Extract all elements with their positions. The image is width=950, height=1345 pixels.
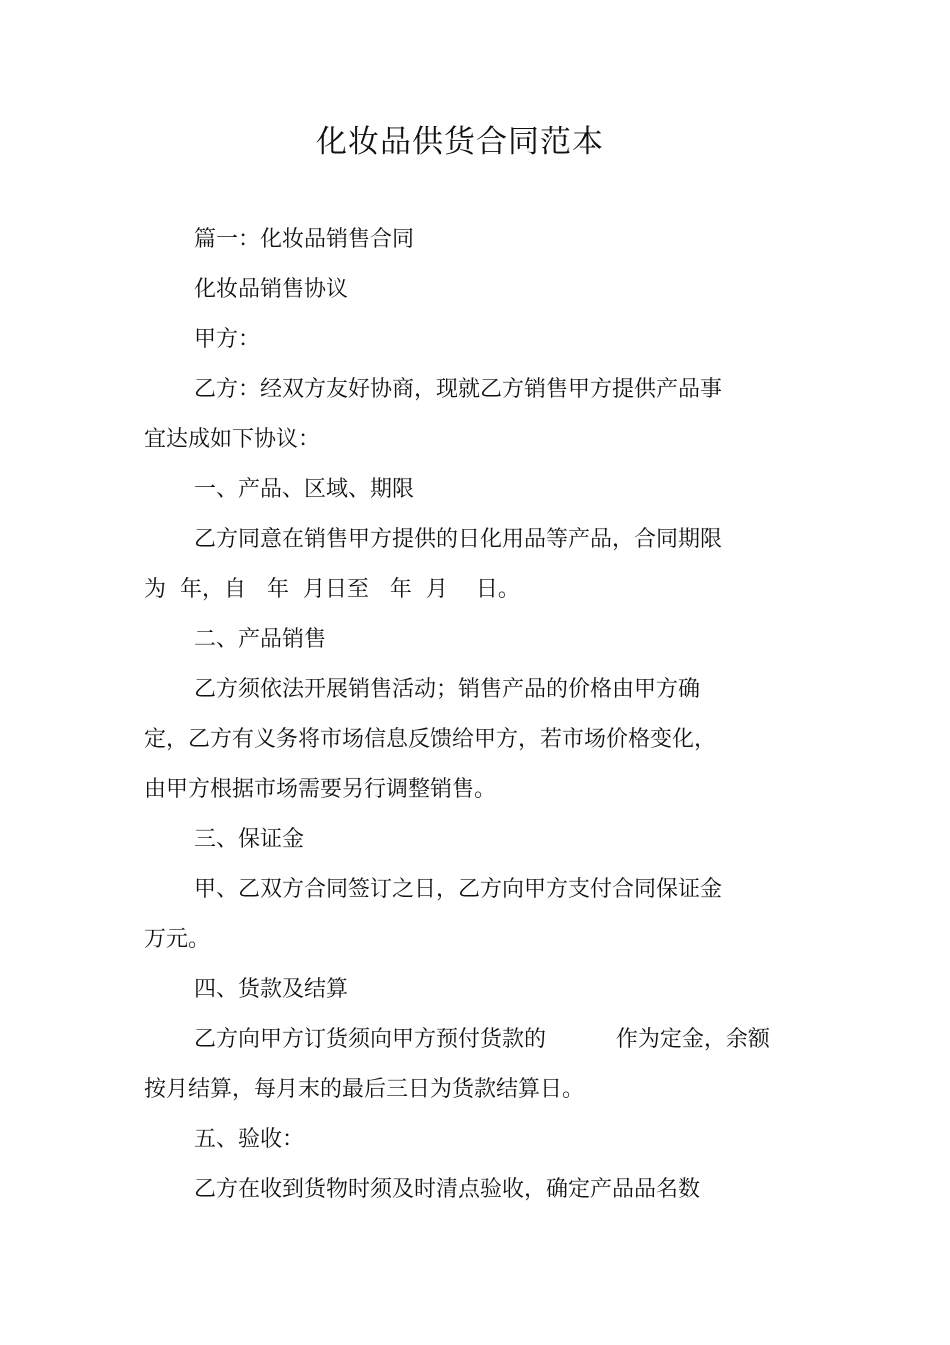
section-heading-3: 三、保证金 (194, 827, 305, 852)
section-heading-5: 五、验收： (194, 1127, 305, 1152)
paragraph-line: 按月结算，每月末的最后三日为货款结算日。 (144, 1077, 585, 1102)
paragraph-line: 宜达成如下协议： (144, 427, 321, 452)
party-a-line: 甲方： (194, 327, 261, 352)
paragraph-line: 乙方同意在销售甲方提供的日化用品等产品，合同期限 (194, 527, 723, 552)
paragraph-line: 乙方须依法开展销售活动；销售产品的价格由甲方确 (194, 677, 701, 702)
paragraph-line: 万元。 (144, 927, 211, 952)
paragraph-line: 乙方向甲方订货须向甲方预付货款的 作为定金，余额 (194, 1027, 770, 1052)
paragraph-line: 由甲方根据市场需要另行调整销售。 (144, 777, 497, 802)
document-title: 化妆品供货合同范本 (316, 124, 604, 160)
section-heading-4: 四、货款及结算 (194, 977, 349, 1002)
paragraph-line: 乙方在收到货物时须及时清点验收，确定产品品名数 (194, 1177, 701, 1202)
section-heading-article-one: 篇一：化妆品销售合同 (194, 227, 415, 252)
paragraph-line: 定，乙方有义务将市场信息反馈给甲方，若市场价格变化， (144, 727, 717, 752)
party-b-line: 乙方：经双方友好协商，现就乙方销售甲方提供产品事 (194, 377, 723, 402)
agreement-title: 化妆品销售协议 (194, 277, 349, 302)
paragraph-line: 甲、乙双方合同签订之日，乙方向甲方支付合同保证金 (194, 877, 723, 902)
paragraph-line: 为 年，自 年 月日至 年 月 日。 (144, 577, 520, 602)
section-heading-2: 二、产品销售 (194, 627, 327, 652)
section-heading-1: 一、产品、区域、期限 (194, 477, 415, 502)
